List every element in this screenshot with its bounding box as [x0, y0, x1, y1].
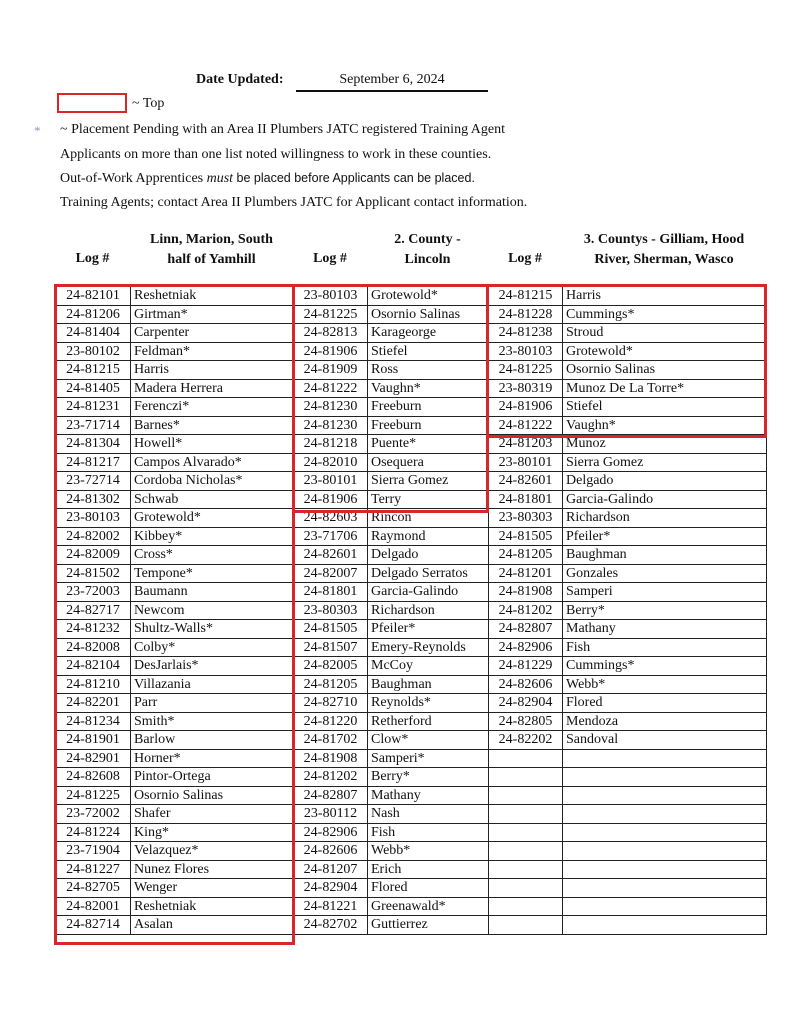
lincoln-log-cell: 24-81225 — [294, 305, 368, 324]
linn-log-cell: 24-82717 — [56, 601, 131, 620]
gilliam-log-cell: 24-81203 — [489, 435, 563, 454]
gilliam-log-cell: 24-81205 — [489, 546, 563, 565]
table-row — [56, 379, 767, 398]
gilliam-name-cell: Sandoval — [563, 731, 767, 750]
linn-name-cell: Asalan — [131, 916, 294, 935]
lincoln-name-cell: Clow* — [368, 731, 489, 750]
table-row — [56, 472, 767, 491]
table-row — [56, 453, 767, 472]
lincoln-log-cell: 24-82906 — [294, 823, 368, 842]
table-row — [56, 842, 767, 861]
header-lincoln-line1: 2. County - — [394, 232, 461, 247]
table-row — [56, 712, 767, 731]
table-row — [56, 324, 767, 343]
linn-name-cell: Barnes* — [131, 416, 294, 435]
gilliam-log-cell: 23-80101 — [489, 453, 563, 472]
linn-log-cell: 24-81404 — [56, 324, 131, 343]
lincoln-log-cell: 24-81202 — [294, 768, 368, 787]
lincoln-name-cell: Karageorge — [368, 324, 489, 343]
lincoln-log-cell: 24-82813 — [294, 324, 368, 343]
linn-log-cell: 24-82002 — [56, 527, 131, 546]
lincoln-name-cell: Freeburn — [368, 416, 489, 435]
linn-log-cell: 24-81502 — [56, 564, 131, 583]
linn-name-cell: Reshetniak — [131, 287, 294, 306]
note-out-of-work — [60, 171, 475, 187]
linn-name-cell: Schwab — [131, 490, 294, 509]
table-row — [56, 546, 767, 565]
lincoln-log-cell: 23-71706 — [294, 527, 368, 546]
linn-log-cell: 24-81234 — [56, 712, 131, 731]
table-row — [56, 879, 767, 898]
gilliam-name-cell: Berry* — [563, 601, 767, 620]
gilliam-log-cell: 24-82601 — [489, 472, 563, 491]
table-row — [56, 490, 767, 509]
linn-log-cell: 24-81231 — [56, 398, 131, 417]
lincoln-log-cell: 24-81207 — [294, 860, 368, 879]
table-row — [56, 823, 767, 842]
lincoln-name-cell: Retherford — [368, 712, 489, 731]
table-row — [56, 675, 767, 694]
lincoln-log-cell: 24-81218 — [294, 435, 368, 454]
lincoln-name-cell: Flored — [368, 879, 489, 898]
lincoln-name-cell: Grotewold* — [368, 287, 489, 306]
gilliam-log-cell: 24-82606 — [489, 675, 563, 694]
linn-log-cell: 23-71904 — [56, 842, 131, 861]
lincoln-log-cell: 24-81230 — [294, 416, 368, 435]
linn-name-cell: Parr — [131, 694, 294, 713]
linn-log-cell: 24-82201 — [56, 694, 131, 713]
gilliam-log-cell: 24-82906 — [489, 638, 563, 657]
gilliam-log-cell: 24-81229 — [489, 657, 563, 676]
lincoln-name-cell: Greenawald* — [368, 897, 489, 916]
gilliam-name-cell — [563, 823, 767, 842]
gilliam-name-cell — [563, 842, 767, 861]
linn-name-cell: Kibbey* — [131, 527, 294, 546]
gilliam-name-cell: Fish — [563, 638, 767, 657]
table-row — [56, 527, 767, 546]
lincoln-log-cell: 24-82807 — [294, 786, 368, 805]
table-row — [56, 620, 767, 639]
linn-name-cell: Reshetniak — [131, 897, 294, 916]
lincoln-name-cell: Delgado — [368, 546, 489, 565]
gilliam-name-cell: Pfeiler* — [563, 527, 767, 546]
gilliam-log-cell — [489, 805, 563, 824]
header-gilliam-line2: River, Sherman, Wasco — [594, 252, 734, 267]
linn-log-cell: 24-82608 — [56, 768, 131, 787]
lincoln-log-cell: 24-81908 — [294, 749, 368, 768]
linn-log-cell: 24-82101 — [56, 287, 131, 306]
table-row — [56, 583, 767, 602]
lincoln-name-cell: Puente* — [368, 435, 489, 454]
gilliam-name-cell: Richardson — [563, 509, 767, 528]
gilliam-name-cell: Cummings* — [563, 657, 767, 676]
header-gilliam-hood-sherman-wasco — [562, 230, 766, 270]
gilliam-name-cell — [563, 860, 767, 879]
linn-name-cell: Howell* — [131, 435, 294, 454]
gilliam-log-cell — [489, 916, 563, 935]
lincoln-log-cell: 24-81906 — [294, 490, 368, 509]
linn-name-cell: Pintor-Ortega — [131, 768, 294, 787]
linn-name-cell: Feldman* — [131, 342, 294, 361]
gilliam-log-cell — [489, 823, 563, 842]
linn-name-cell: Campos Alvarado* — [131, 453, 294, 472]
date-updated-value: September 6, 2024 — [296, 72, 488, 92]
lincoln-log-cell: 23-80112 — [294, 805, 368, 824]
linn-log-cell: 24-81210 — [56, 675, 131, 694]
gilliam-log-cell: 23-80319 — [489, 379, 563, 398]
linn-log-cell: 24-82008 — [56, 638, 131, 657]
gilliam-name-cell: Baughman — [563, 546, 767, 565]
lincoln-name-cell: Delgado Serratos — [368, 564, 489, 583]
gilliam-name-cell — [563, 916, 767, 935]
roster-body — [56, 287, 767, 935]
lincoln-name-cell: Garcia-Galindo — [368, 583, 489, 602]
lincoln-name-cell: Vaughn* — [368, 379, 489, 398]
gilliam-log-cell: 24-81202 — [489, 601, 563, 620]
lincoln-log-cell: 24-82603 — [294, 509, 368, 528]
linn-name-cell: Newcom — [131, 601, 294, 620]
table-row — [56, 638, 767, 657]
table-row — [56, 749, 767, 768]
header-gilliam-line1: 3. Countys - Gilliam, Hood — [583, 232, 745, 247]
note-contact: Training Agents; contact Area II Plumbers JATC for Applicant contact information. — [60, 195, 528, 210]
note-out-of-work-prefix: Out-of-Work Apprentices — [60, 171, 207, 186]
linn-log-cell: 24-81304 — [56, 435, 131, 454]
lincoln-log-cell: 23-80103 — [294, 287, 368, 306]
linn-name-cell: Barlow — [131, 731, 294, 750]
linn-name-cell: Wenger — [131, 879, 294, 898]
header-log-3: Log # — [508, 251, 542, 266]
table-row — [56, 805, 767, 824]
lincoln-log-cell: 24-81702 — [294, 731, 368, 750]
linn-log-cell: 24-82104 — [56, 657, 131, 676]
table-row — [56, 416, 767, 435]
linn-name-cell: Osornio Salinas — [131, 786, 294, 805]
lincoln-name-cell: Samperi* — [368, 749, 489, 768]
table-row — [56, 860, 767, 879]
linn-name-cell: Cordoba Nicholas* — [131, 472, 294, 491]
linn-name-cell: Carpenter — [131, 324, 294, 343]
linn-log-cell: 24-82901 — [56, 749, 131, 768]
asterisk-legend-icon: * — [34, 123, 41, 138]
linn-log-cell: 24-82714 — [56, 916, 131, 935]
gilliam-log-cell: 24-81238 — [489, 324, 563, 343]
gilliam-log-cell: 24-81801 — [489, 490, 563, 509]
linn-name-cell: Cross* — [131, 546, 294, 565]
gilliam-name-cell: Mendoza — [563, 712, 767, 731]
linn-log-cell: 24-81225 — [56, 786, 131, 805]
header-linn-line2: half of Yamhill — [167, 252, 256, 267]
lincoln-log-cell: 24-81230 — [294, 398, 368, 417]
linn-log-cell: 24-81215 — [56, 361, 131, 380]
gilliam-name-cell: Delgado — [563, 472, 767, 491]
gilliam-log-cell — [489, 786, 563, 805]
gilliam-log-cell: 24-81906 — [489, 398, 563, 417]
gilliam-name-cell — [563, 897, 767, 916]
linn-name-cell: DesJarlais* — [131, 657, 294, 676]
gilliam-name-cell: Garcia-Galindo — [563, 490, 767, 509]
gilliam-name-cell — [563, 786, 767, 805]
lincoln-name-cell: Terry — [368, 490, 489, 509]
lincoln-log-cell: 24-82601 — [294, 546, 368, 565]
gilliam-name-cell: Flored — [563, 694, 767, 713]
gilliam-log-cell — [489, 897, 563, 916]
gilliam-name-cell: Stiefel — [563, 398, 767, 417]
table-row — [56, 564, 767, 583]
lincoln-name-cell: Rincon — [368, 509, 489, 528]
linn-name-cell: Nunez Flores — [131, 860, 294, 879]
lincoln-name-cell: Freeburn — [368, 398, 489, 417]
gilliam-log-cell: 24-81215 — [489, 287, 563, 306]
table-row — [56, 601, 767, 620]
linn-log-cell: 24-81227 — [56, 860, 131, 879]
linn-log-cell: 24-82705 — [56, 879, 131, 898]
gilliam-log-cell — [489, 860, 563, 879]
gilliam-name-cell: Gonzales — [563, 564, 767, 583]
note-out-of-work-emphasis: must — [206, 171, 234, 186]
table-row — [56, 342, 767, 361]
gilliam-log-cell: 24-82805 — [489, 712, 563, 731]
applicant-roster-table — [55, 286, 767, 935]
gilliam-log-cell: 24-81505 — [489, 527, 563, 546]
gilliam-log-cell: 23-80303 — [489, 509, 563, 528]
lincoln-name-cell: Berry* — [368, 768, 489, 787]
header-linn-line1: Linn, Marion, South — [150, 232, 273, 247]
table-row — [56, 897, 767, 916]
gilliam-name-cell — [563, 879, 767, 898]
lincoln-name-cell: Mathany — [368, 786, 489, 805]
linn-log-cell: 23-72714 — [56, 472, 131, 491]
table-row — [56, 509, 767, 528]
lincoln-name-cell: Ross — [368, 361, 489, 380]
table-row — [56, 657, 767, 676]
table-row — [56, 435, 767, 454]
lincoln-log-cell: 24-82702 — [294, 916, 368, 935]
lincoln-log-cell: 24-82007 — [294, 564, 368, 583]
gilliam-name-cell: Harris — [563, 287, 767, 306]
lincoln-name-cell: Fish — [368, 823, 489, 842]
lincoln-log-cell: 24-82904 — [294, 879, 368, 898]
header-linn-marion-yamhill — [130, 230, 293, 270]
gilliam-log-cell — [489, 842, 563, 861]
lincoln-log-cell: 24-81801 — [294, 583, 368, 602]
header-log-2: Log # — [313, 251, 347, 266]
gilliam-name-cell: Sierra Gomez — [563, 453, 767, 472]
table-row — [56, 916, 767, 935]
linn-name-cell: Velazquez* — [131, 842, 294, 861]
lincoln-log-cell: 24-82005 — [294, 657, 368, 676]
lincoln-log-cell: 24-82710 — [294, 694, 368, 713]
linn-log-cell: 23-71714 — [56, 416, 131, 435]
gilliam-log-cell — [489, 749, 563, 768]
gilliam-log-cell: 24-81225 — [489, 361, 563, 380]
gilliam-name-cell: Vaughn* — [563, 416, 767, 435]
linn-name-cell: Smith* — [131, 712, 294, 731]
top-legend-label: ~ Top — [132, 96, 165, 111]
note-placement-pending: ~ Placement Pending with an Area II Plumbers JATC registered Training Agent — [60, 122, 506, 137]
table-row — [56, 768, 767, 787]
table-row — [56, 361, 767, 380]
top-legend-swatch — [57, 93, 127, 113]
lincoln-name-cell: Richardson — [368, 601, 489, 620]
gilliam-name-cell: Munoz De La Torre* — [563, 379, 767, 398]
linn-log-cell: 23-80103 — [56, 509, 131, 528]
table-row — [56, 287, 767, 306]
gilliam-log-cell: 24-82202 — [489, 731, 563, 750]
lincoln-name-cell: McCoy — [368, 657, 489, 676]
lincoln-log-cell: 24-81220 — [294, 712, 368, 731]
lincoln-log-cell: 24-81909 — [294, 361, 368, 380]
lincoln-name-cell: Stiefel — [368, 342, 489, 361]
gilliam-log-cell: 24-82904 — [489, 694, 563, 713]
lincoln-name-cell: Guttierrez — [368, 916, 489, 935]
note-multi-list: Applicants on more than one list noted willingness to work in these counties. — [60, 147, 492, 162]
gilliam-log-cell: 24-81222 — [489, 416, 563, 435]
gilliam-name-cell: Samperi — [563, 583, 767, 602]
lincoln-name-cell: Osornio Salinas — [368, 305, 489, 324]
lincoln-log-cell: 24-81221 — [294, 897, 368, 916]
linn-log-cell: 23-72002 — [56, 805, 131, 824]
linn-log-cell: 24-81901 — [56, 731, 131, 750]
gilliam-name-cell: Cummings* — [563, 305, 767, 324]
linn-name-cell: Madera Herrera — [131, 379, 294, 398]
table-row — [56, 786, 767, 805]
linn-name-cell: Villazania — [131, 675, 294, 694]
linn-name-cell: Horner* — [131, 749, 294, 768]
linn-log-cell: 24-82009 — [56, 546, 131, 565]
gilliam-name-cell: Stroud — [563, 324, 767, 343]
linn-name-cell: Colby* — [131, 638, 294, 657]
gilliam-log-cell: 24-81228 — [489, 305, 563, 324]
gilliam-log-cell: 24-81908 — [489, 583, 563, 602]
lincoln-name-cell: Webb* — [368, 842, 489, 861]
header-lincoln — [367, 230, 488, 270]
gilliam-name-cell — [563, 768, 767, 787]
lincoln-name-cell: Baughman — [368, 675, 489, 694]
lincoln-name-cell: Reynolds* — [368, 694, 489, 713]
lincoln-log-cell: 24-81205 — [294, 675, 368, 694]
linn-log-cell: 24-81217 — [56, 453, 131, 472]
lincoln-name-cell: Emery-Reynolds — [368, 638, 489, 657]
linn-name-cell: Girtman* — [131, 305, 294, 324]
table-row — [56, 694, 767, 713]
linn-log-cell: 23-80102 — [56, 342, 131, 361]
gilliam-log-cell: 24-81201 — [489, 564, 563, 583]
linn-log-cell: 24-81405 — [56, 379, 131, 398]
lincoln-log-cell: 23-80101 — [294, 472, 368, 491]
gilliam-log-cell: 23-80103 — [489, 342, 563, 361]
linn-name-cell: Shultz-Walls* — [131, 620, 294, 639]
gilliam-log-cell — [489, 879, 563, 898]
gilliam-name-cell: Grotewold* — [563, 342, 767, 361]
linn-log-cell: 24-81224 — [56, 823, 131, 842]
lincoln-name-cell: Nash — [368, 805, 489, 824]
gilliam-log-cell — [489, 768, 563, 787]
header-log-1: Log # — [75, 251, 110, 266]
linn-log-cell: 23-72003 — [56, 583, 131, 602]
linn-log-cell: 24-82001 — [56, 897, 131, 916]
lincoln-name-cell: Raymond — [368, 527, 489, 546]
gilliam-name-cell: Munoz — [563, 435, 767, 454]
table-row — [56, 398, 767, 417]
lincoln-log-cell: 24-81505 — [294, 620, 368, 639]
linn-name-cell: Grotewold* — [131, 509, 294, 528]
linn-log-cell: 24-81206 — [56, 305, 131, 324]
note-out-of-work-suffix: be placed before Applicants can be placed. — [233, 171, 475, 185]
date-updated-label: Date Updated: — [196, 72, 284, 87]
linn-name-cell: King* — [131, 823, 294, 842]
linn-name-cell: Harris — [131, 361, 294, 380]
lincoln-log-cell: 24-81222 — [294, 379, 368, 398]
lincoln-log-cell: 24-82010 — [294, 453, 368, 472]
linn-name-cell: Shafer — [131, 805, 294, 824]
table-row — [56, 305, 767, 324]
lincoln-log-cell: 23-80303 — [294, 601, 368, 620]
lincoln-name-cell: Pfeiler* — [368, 620, 489, 639]
header-lincoln-line2: Lincoln — [404, 252, 451, 267]
linn-name-cell: Tempone* — [131, 564, 294, 583]
lincoln-log-cell: 24-81507 — [294, 638, 368, 657]
lincoln-name-cell: Erich — [368, 860, 489, 879]
gilliam-name-cell: Webb* — [563, 675, 767, 694]
linn-name-cell: Ferenczi* — [131, 398, 294, 417]
linn-log-cell: 24-81232 — [56, 620, 131, 639]
gilliam-name-cell — [563, 749, 767, 768]
table-row — [56, 731, 767, 750]
gilliam-name-cell: Mathany — [563, 620, 767, 639]
lincoln-name-cell: Osequera — [368, 453, 489, 472]
lincoln-name-cell: Sierra Gomez — [368, 472, 489, 491]
gilliam-name-cell: Osornio Salinas — [563, 361, 767, 380]
lincoln-log-cell: 24-82606 — [294, 842, 368, 861]
linn-name-cell: Baumann — [131, 583, 294, 602]
gilliam-log-cell: 24-82807 — [489, 620, 563, 639]
lincoln-log-cell: 24-81906 — [294, 342, 368, 361]
linn-log-cell: 24-81302 — [56, 490, 131, 509]
gilliam-name-cell — [563, 805, 767, 824]
